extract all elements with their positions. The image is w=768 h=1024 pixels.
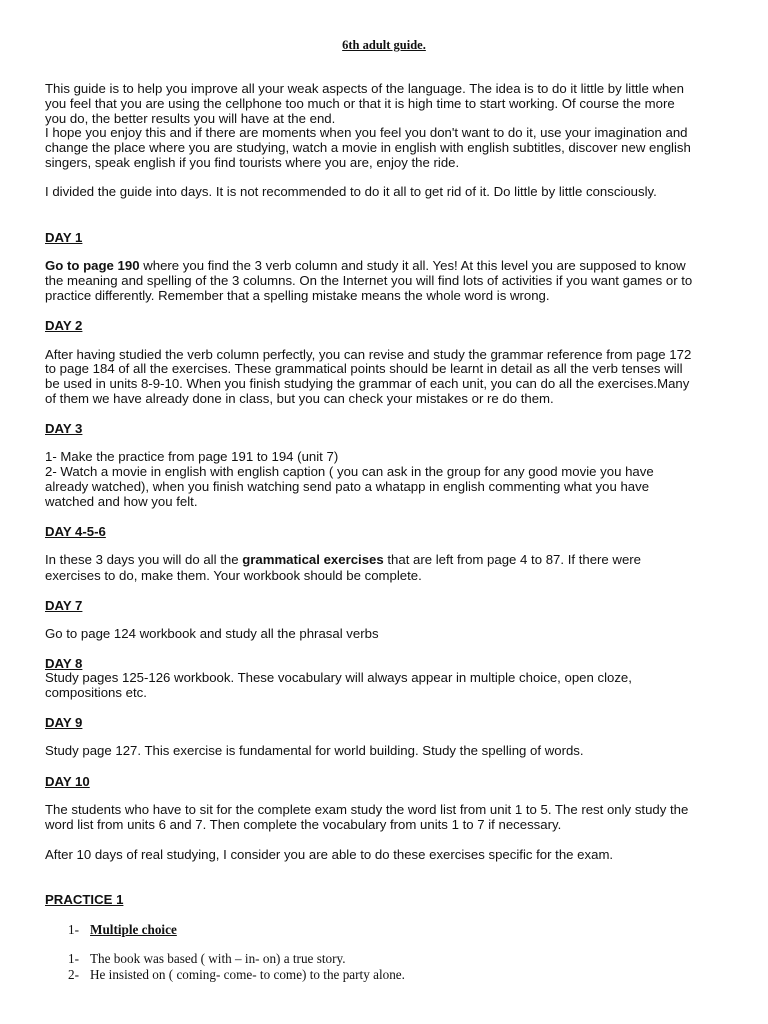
practice-item-number: 2-	[68, 967, 79, 982]
day10-line: word list from units 6 and 7. Then complete the vocabulary from units 1 to 7 if necessary.	[45, 817, 562, 832]
practice-item	[68, 951, 346, 967]
day8-line: compositions etc.	[45, 685, 147, 700]
day456-bold: grammatical exercises	[242, 552, 384, 567]
practice-item-text: The book was based ( with – in- on) a true story.	[90, 951, 346, 966]
day2-line: to page 184 of all the exercises. These grammatical points should be learnt in detail as all the verb tenses will	[45, 361, 683, 376]
practice-section-label: Multiple choice	[90, 922, 177, 937]
intro-divided: I divided the guide into days. It is not recommended to do it all to get rid of it. Do little by little consciously.	[45, 184, 657, 199]
day3-line: watched and how you felt.	[45, 494, 198, 509]
intro-line: change the place where you are studying, watch a movie in english with english subtitles, discover new english	[45, 140, 691, 155]
day8-heading: DAY 8	[45, 656, 83, 671]
practice-item-text: He insisted on ( coming- come- to come) to the party alone.	[90, 967, 405, 982]
day2-line: of them we have already done in class, but you can check your mistakes or re do them.	[45, 391, 554, 406]
day456-heading: DAY 4-5-6	[45, 524, 106, 539]
day1-line-rest: where you find the 3 verb column and study it all. Yes! At this level you are supposed to know	[139, 258, 686, 273]
closing-line: After 10 days of real studying, I consider you are able to do these exercises specific for the exam.	[45, 847, 614, 862]
practice-item	[68, 967, 405, 983]
practice-section-title	[68, 922, 177, 938]
day7-heading: DAY 7	[45, 598, 83, 613]
day2-line: After having studied the verb column perfectly, you can revise and study the grammar reference from page 172	[45, 347, 692, 362]
day9-heading: DAY 9	[45, 715, 83, 730]
day456-post: that are left from page 4 to 87. If there were	[383, 552, 642, 567]
day9-line: Study page 127. This exercise is fundamental for world building. Study the spelling of words.	[45, 743, 584, 758]
day3-line: already watched), when you finish watching send pato a whatapp in english commenting what you have	[45, 479, 650, 494]
intro-line: I hope you enjoy this and if there are moments when you feel you don't want to do it, use your imagination and	[45, 125, 688, 140]
page-title: 6th adult guide.	[342, 38, 426, 52]
day10-heading: DAY 10	[45, 774, 90, 789]
day7-line: Go to page 124 workbook and study all the phrasal verbs	[45, 626, 379, 641]
day1-line	[45, 259, 730, 274]
intro-line: you do, the better results you will have at the end.	[45, 111, 336, 126]
day1-line: practice differently. Remember that a spelling mistake means the whole word is wrong.	[45, 288, 550, 303]
day456-pre: In these 3 days you will do all the	[45, 552, 243, 567]
day456-line: exercises to do, make them. Your workbook should be complete.	[45, 568, 422, 583]
day1-heading: DAY 1	[45, 230, 83, 245]
day3-heading: DAY 3	[45, 421, 83, 436]
day8-line: Study pages 125-126 workbook. These vocabulary will always appear in multiple choice, open cloze,	[45, 670, 632, 685]
day10-line: The students who have to sit for the complete exam study the word list from unit 1 to 5. The rest only study the	[45, 802, 689, 817]
intro-line: This guide is to help you improve all your weak aspects of the language. The idea is to do it little by little when	[45, 81, 684, 96]
day456-line	[45, 553, 730, 568]
day2-line: be used in units 8-9-10. When you finish studying the grammar of each unit, you can do all the exercises.Many	[45, 376, 690, 391]
intro-line: you feel that you are using the cellphone too much or that it is high time to start working. Of course the more	[45, 96, 675, 111]
day3-line: 2- Watch a movie in english with english caption ( you can ask in the group for any good movie you have	[45, 464, 654, 479]
day2-heading: DAY 2	[45, 318, 83, 333]
day3-line: 1- Make the practice from page 191 to 194 (unit 7)	[45, 449, 339, 464]
intro-line: singers, speak english if you find tourists where you are, enjoy the ride.	[45, 155, 460, 170]
day1-line: the meaning and spelling of the 3 columns. On the Internet you will find lots of activities if you want games or to	[45, 273, 693, 288]
day1-bold: Go to page 190	[45, 258, 140, 273]
practice-heading: PRACTICE 1	[45, 892, 124, 907]
practice-item-number: 1-	[68, 951, 79, 966]
practice-section-number: 1-	[68, 922, 79, 937]
